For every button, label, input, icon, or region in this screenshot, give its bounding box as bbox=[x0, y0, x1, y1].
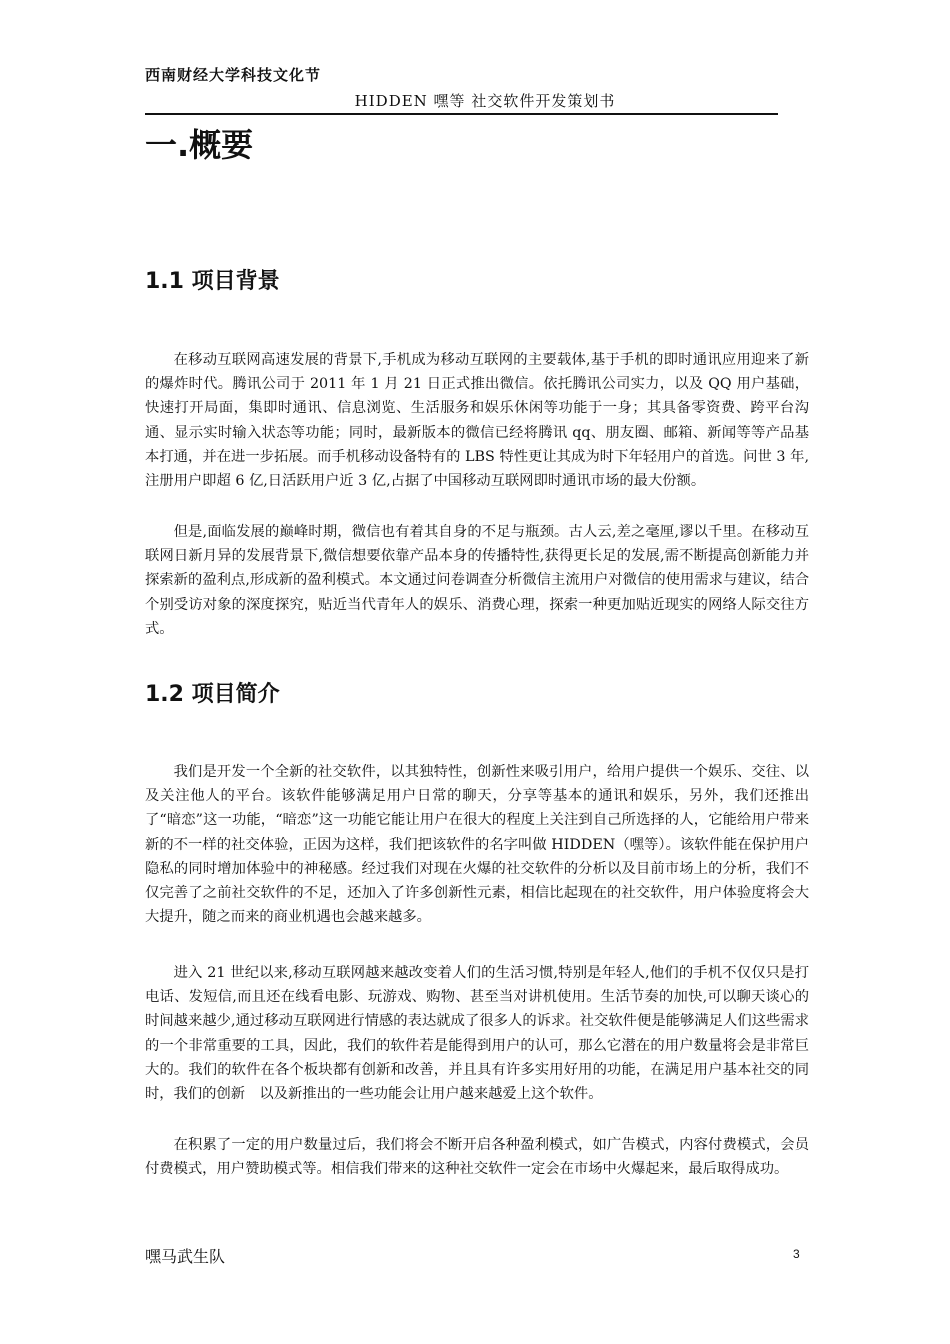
paragraph: 但是,面临发展的巅峰时期，微信也有着其自身的不足与瓶颈。古人云,差之毫厘,谬以千里。在移动互联网日新月异的发展背景下,微信想要依靠产品本身的传播特性,获得更长足的发展,需不断提高创新能力并探索新的盈利点,形成新的盈利模式。本文通过问卷调查分析微信主流用户对微信的使用需求与建议，结合个别受访对象的深度探究，贴近当代青年人的娱乐、消费心理，探索一种更加贴近现实的网络人际交往方式。 bbox=[145, 524, 809, 637]
page-number: 3 bbox=[793, 1247, 800, 1261]
paragraph: 进入 21 世纪以来,移动互联网越来越改变着人们的生活习惯,特别是年轻人,他们的手机不仅仅只是打电话、发短信,而且还在线看电影、玩游戏、购物、甚至当对讲机使用。生活节奏的加快,可以聊天谈心的时间越来越少,通过移动互联网进行情感的表达就成了很多人的诉求。社交软件便是能够满足人们这些需求的一个非常重要的工具，因此，我们的软件若是能得到用户的认可，那么它潜在的用户数量将会是非常巨大的。我们的软件在各个板块都有创新和改善，并且具有许多实用好用的功能，在满足用户基本社交的同时，我们的创新 以及新推出的一些功能会让用户越来越爱上这个软件。 bbox=[145, 965, 809, 1103]
paragraph: 我们是开发一个全新的社交软件，以其独特性，创新性来吸引用户，给用户提供一个娱乐、交往、以及关注他人的平台。该软件能够满足用户日常的聊天，分享等基本的通讯和娱乐，另外，我们还推出了“暗恋”这一功能，“暗恋”这一功能它能让用户在很大的程度上关注到自己所选择的人，它能给用户带来新的不一样的社交体验，正因为这样，我们把该软件的名字叫做 HIDDEN（嘿等）。该软件能在保护用户隐私的同时增加体验中的神秘感。经过我们对现在火爆的社交软件的分析以及目前市场上的分析，我们不仅完善了之前社交软件的不足，还加入了许多创新性元素，相信比起现在的社交软件，用户体验度将会大大提升，随之而来的商业机遇也会越来越多。 bbox=[145, 764, 809, 926]
section-title-background: 1.1 项目背景 bbox=[145, 269, 280, 294]
header-doc-title: HIDDEN 嘿等 社交软件开发策划书 bbox=[354, 92, 616, 110]
paragraph: 在积累了一定的用户数量过后，我们将会不断开启各种盈利模式，如广告模式，内容付费模式，会员付费模式，用户赞助模式等。相信我们带来的这种社交软件一定会在市场中火爆起来，最后取得成功。 bbox=[145, 1137, 809, 1178]
footer-team-name: 嘿马武生队 bbox=[145, 1247, 226, 1266]
section-title-intro: 1.2 项目简介 bbox=[145, 682, 280, 707]
header-organization: 西南财经大学科技文化节 bbox=[145, 66, 322, 84]
paragraph: 在移动互联网高速发展的背景下,手机成为移动互联网的主要载体,基于手机的即时通讯应用迎来了新的爆炸时代。腾讯公司于 2011 年 1 月 21 日正式推出微信。依托腾讯公司实力，以及 QQ 用户基础，快速打开局面，集即时通讯、信息浏览、生活服务和娱乐休闲等功能于一身；其具备零资费、跨平台沟通、显示实时输入状态等功能；同时，最新版本的微信已经将腾讯 qq、朋友圈、邮箱、新闻等等产品基本打通，并在进一步拓展。而手机移动设备特有的 LBS 特性更让其成为时下年轻用户的首选。问世 3 年,注册用户即超 6 亿,日活跃用户近 3 亿,占据了中国移动互联网即时通讯市场的最大份额。 bbox=[145, 352, 809, 490]
chapter-title: 一.概要 bbox=[145, 126, 254, 164]
header-divider bbox=[145, 113, 778, 115]
